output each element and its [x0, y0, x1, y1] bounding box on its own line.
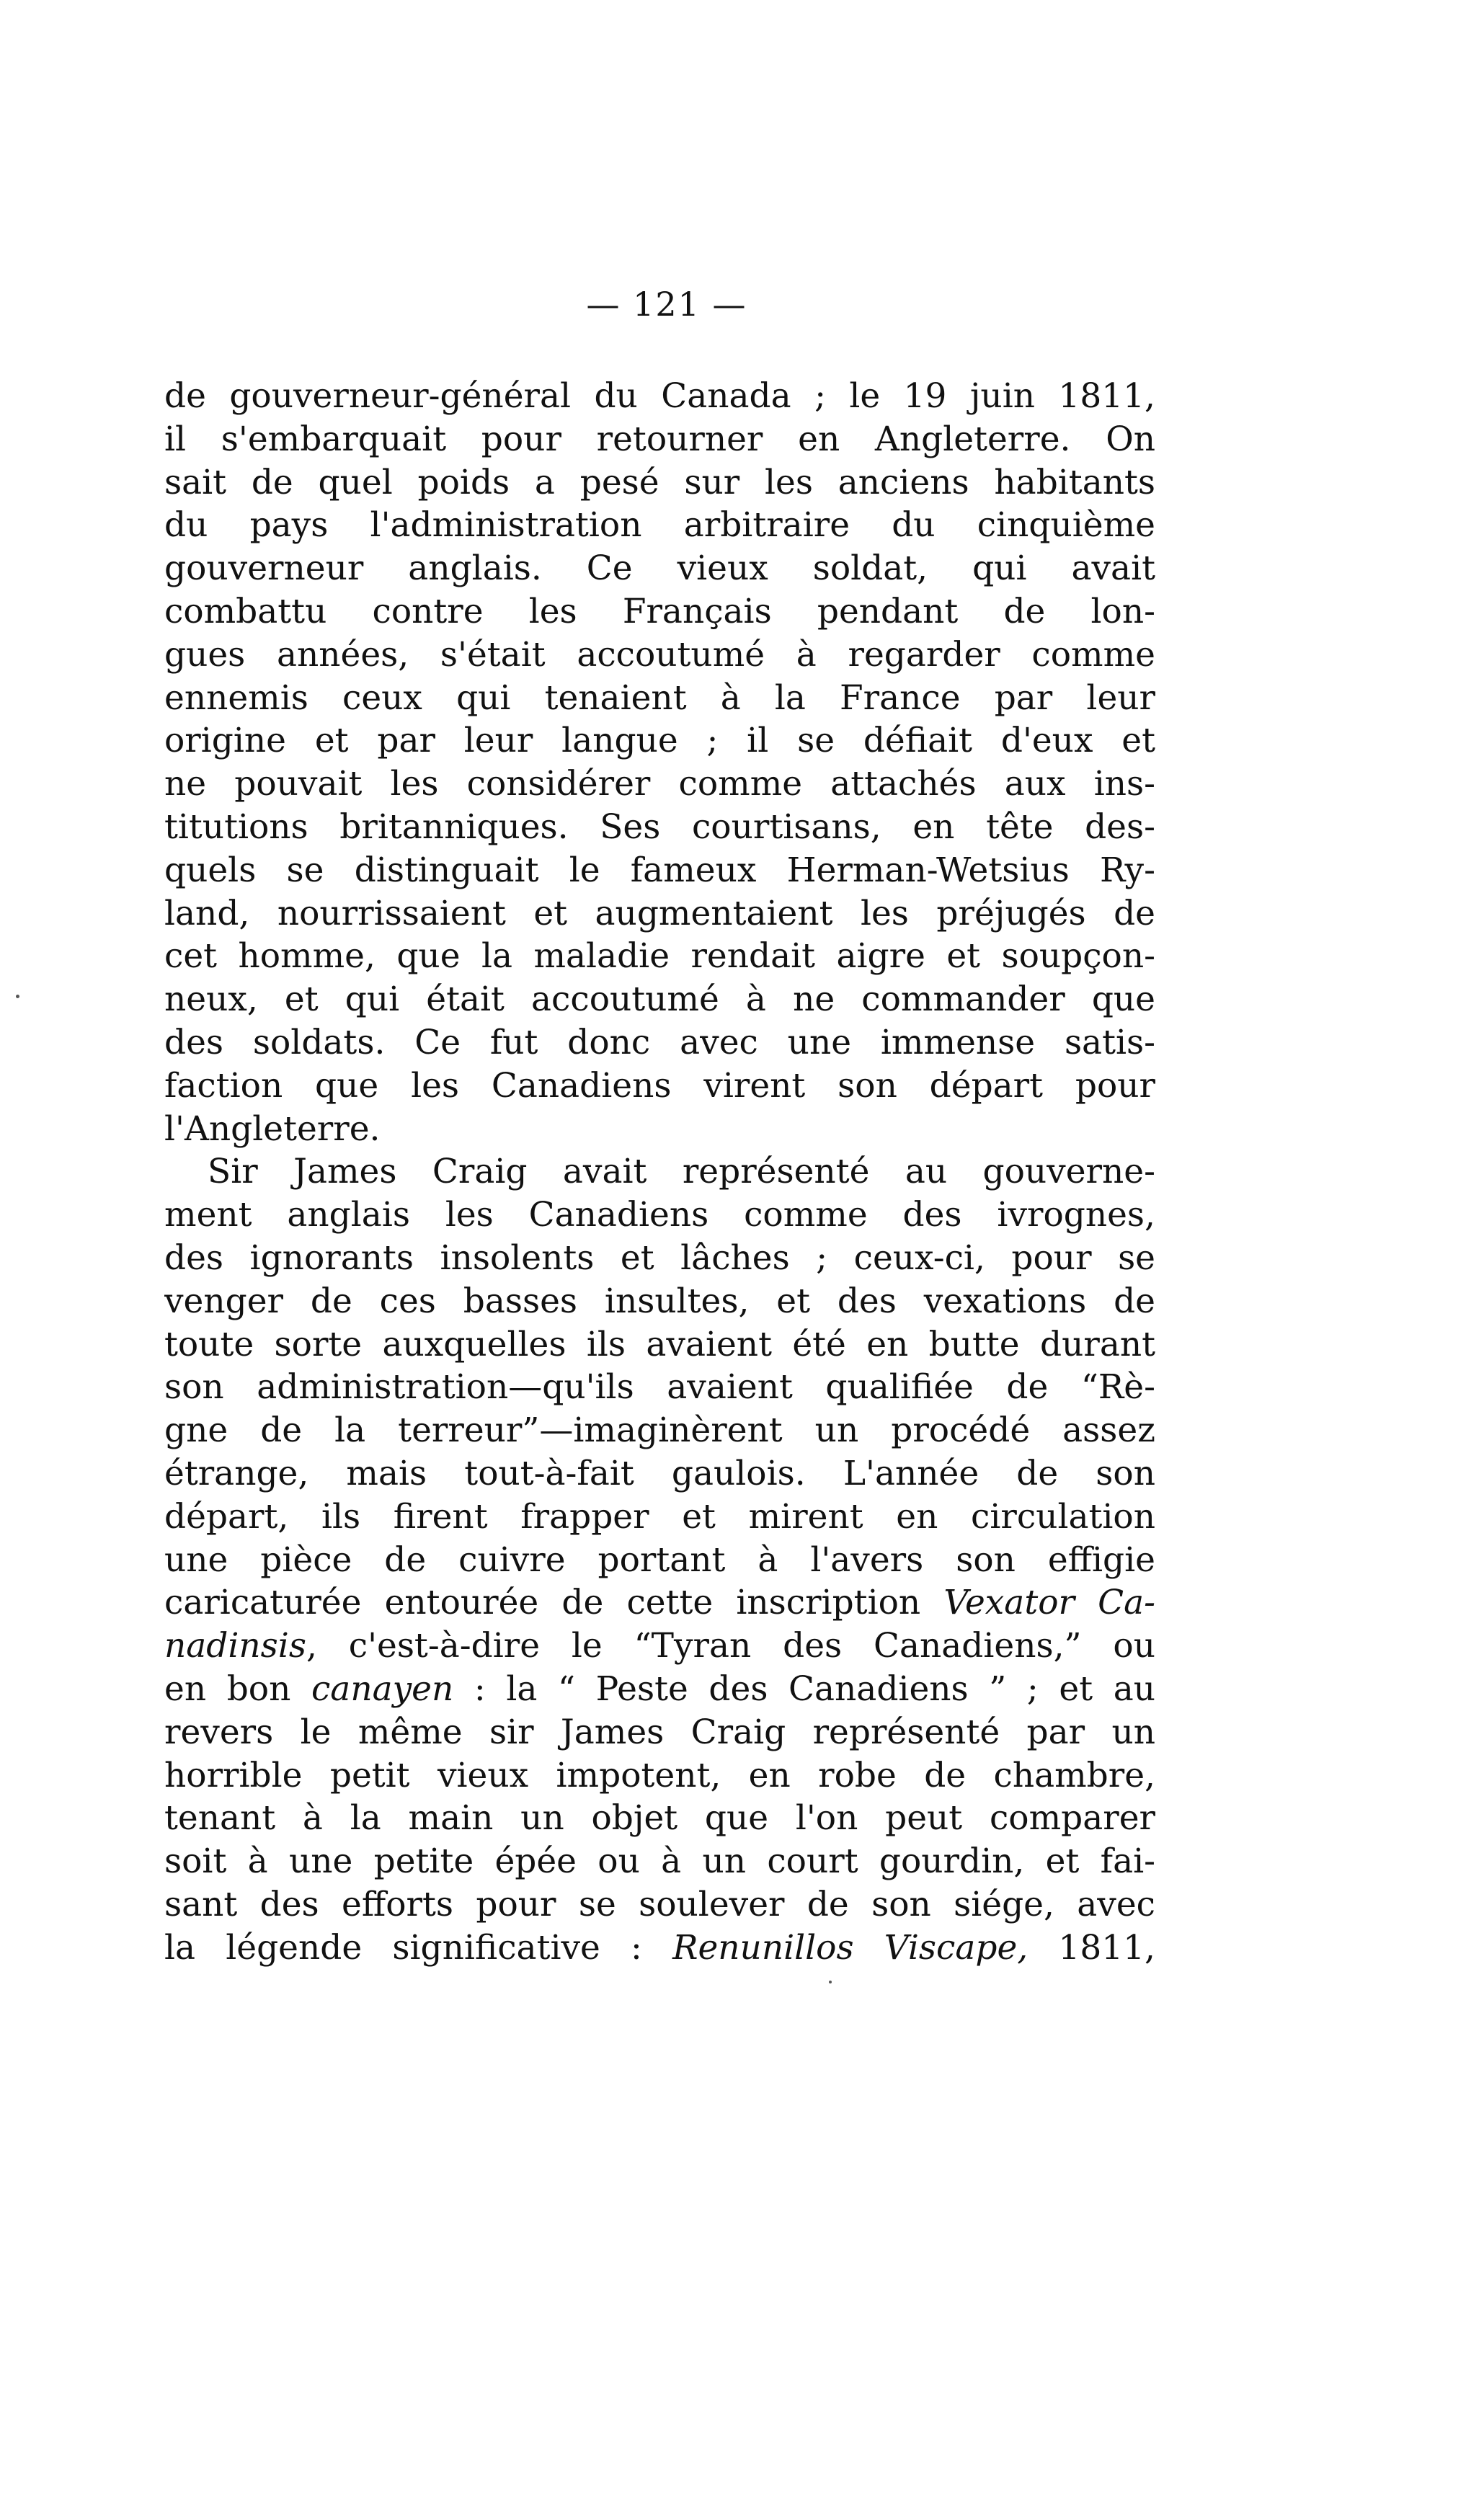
text-line: gne de la terreur”—imaginèrent un procédé assez [164, 1410, 1155, 1451]
text-fragment: 1811, [1028, 1927, 1155, 1968]
text-line: ne pouvait les considérer comme attachés aux ins- [164, 764, 1155, 804]
text-fragment: la légende significative : [164, 1927, 642, 1968]
text-line: son administration—qu'ils avaient qualifiée de “Rè- [164, 1367, 1155, 1408]
text-line: des ignorants insolents et lâches ; ceux-ci, pour se [164, 1238, 1155, 1278]
text-line: titutions britanniques. Ses courtisans, en tête des- [164, 807, 1155, 847]
page-number: — 121 — [586, 285, 747, 324]
text-line: horrible petit vieux impotent, en robe de chambre, [164, 1755, 1155, 1795]
text-line: gouverneur anglais. Ce vieux soldat, qui avait [164, 548, 1155, 589]
text-line: quels se distinguait le fameux Herman-Wetsius Ry- [164, 850, 1155, 890]
text-line: étrange, mais tout-à-fait gaulois. L'année de son [164, 1453, 1155, 1493]
text-line: des soldats. Ce fut donc avec une immense satis- [164, 1022, 1155, 1062]
text-line: neux, et qui était accoutumé à ne commander que [164, 979, 1155, 1020]
text-line: gues années, s'était accoutumé à regarder comme [164, 634, 1155, 675]
paper-speck [16, 995, 19, 998]
text-fragment: : la “ Peste des Canadiens ” ; et au [453, 1669, 1155, 1709]
text-line: venger de ces basses insultes, et des vexations de [164, 1281, 1155, 1321]
text-line: une pièce de cuivre portant à l'avers son effigie [164, 1539, 1155, 1580]
italic-text: Vexator Ca- [943, 1583, 1155, 1623]
text-line: il s'embarquait pour retourner en Angleterre. On [164, 419, 1155, 459]
text-line: combattu contre les Français pendant de lon- [164, 591, 1155, 631]
text-line: land, nourrissaient et augmentaient les préjugés de [164, 893, 1155, 933]
text-line: ment anglais les Canadiens comme des ivrognes, [164, 1195, 1155, 1235]
text-line: du pays l'administration arbitraire du cinquième [164, 505, 1155, 546]
text-line-mixed [164, 1668, 1155, 1711]
italic-text: canayen [311, 1669, 454, 1709]
text-line: toute sorte auxquelles ils avaient été en butte durant [164, 1324, 1155, 1364]
text-fragment: , c'est-à-dire le “Tyran des Canadiens,” ou [306, 1626, 1155, 1666]
text-line: cet homme, que la maladie rendait aigre et soupçon- [164, 936, 1155, 977]
text-line: ennemis ceux qui tenaient à la France par leur [164, 677, 1155, 718]
italic-text: nadinsis [164, 1626, 306, 1666]
text-fragment: caricaturée entourée de cette inscription [164, 1583, 921, 1623]
text-line: faction que les Canadiens virent son départ pour [164, 1065, 1155, 1106]
paper-speck [829, 1981, 832, 1983]
text-line: origine et par leur langue ; il se défiait d'eux et [164, 721, 1155, 761]
text-line: Sir James Craig avait représenté au gouverne- [208, 1152, 1155, 1192]
italic-text: Renunillos Viscape, [672, 1927, 1028, 1968]
body-text [164, 375, 1155, 1969]
text-line: de gouverneur-général du Canada ; le 19 juin 1811, [164, 376, 1155, 416]
text-line: sant des efforts pour se soulever de son siége, avec [164, 1884, 1155, 1924]
text-line-mixed [164, 1625, 1155, 1668]
text-line-mixed [164, 1581, 1155, 1625]
text-fragment: en bon [164, 1669, 291, 1709]
text-line: départ, ils firent frapper et mirent en circulation [164, 1496, 1155, 1537]
text-line: tenant à la main un objet que l'on peut comparer [164, 1798, 1155, 1839]
text-line: l'Angleterre. [164, 1108, 381, 1149]
text-line-mixed [164, 1927, 1155, 1970]
text-line: revers le même sir James Craig représenté par un [164, 1712, 1155, 1752]
text-line: sait de quel poids a pesé sur les anciens habitants [164, 462, 1155, 502]
text-line: soit à une petite épée ou à un court gourdin, et fai- [164, 1841, 1155, 1882]
